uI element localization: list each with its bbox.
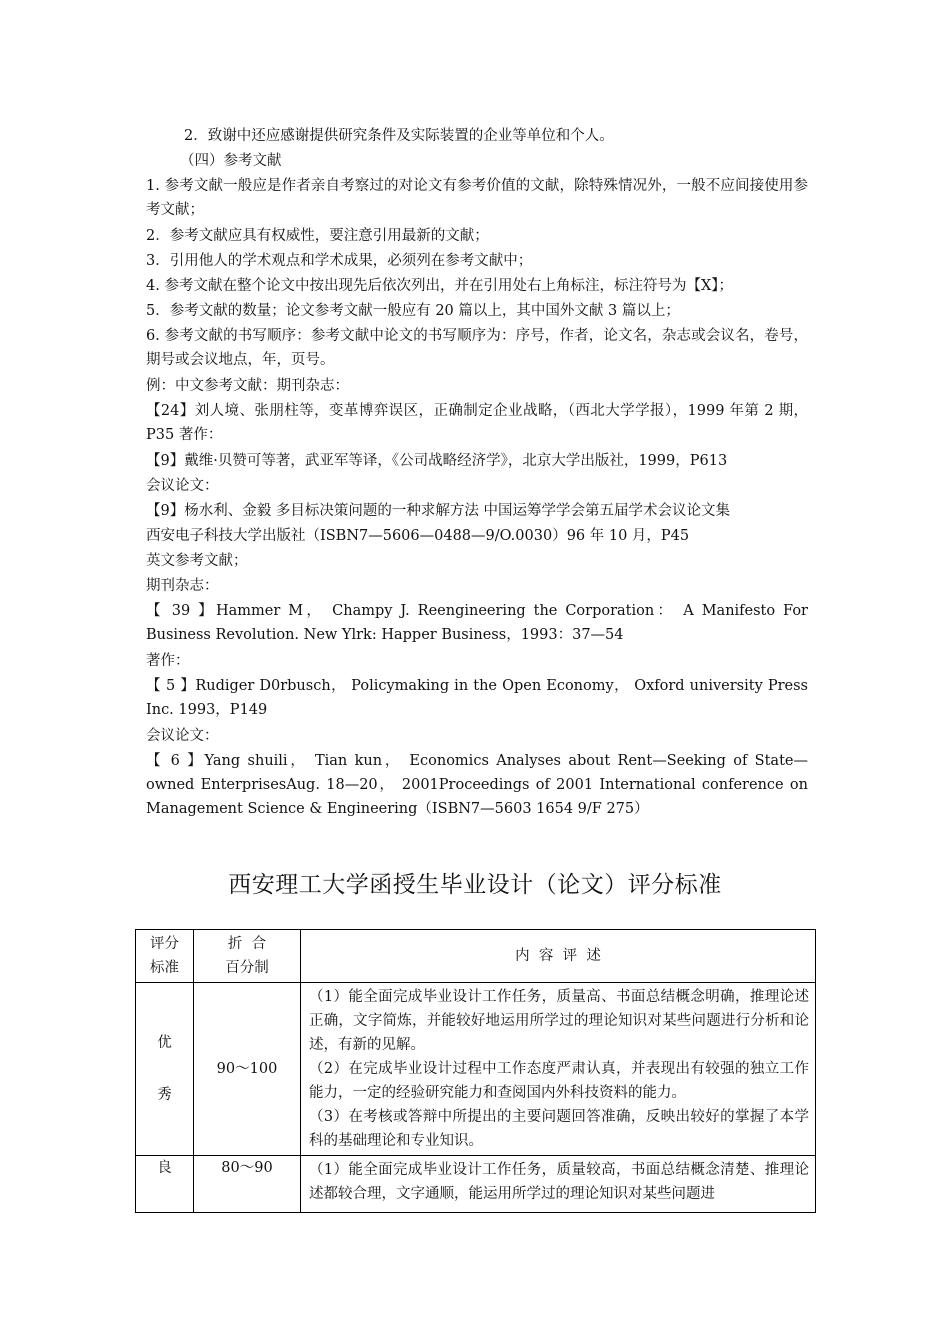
grade-good: 良 xyxy=(136,1156,194,1213)
paragraph-acknowledgement-2: 2．致谢中还应感谢提供研究条件及实际装置的企业等单位和个人。 xyxy=(184,128,614,144)
content-excellent xyxy=(301,983,816,1156)
example-ref-9-book: 【9】戴维·贝赞可等著，武亚军等译，《公司战略经济学》，北京大学出版社，1999，P613 xyxy=(146,453,728,469)
rubric-title: 西安理工大学函授生毕业设计（论文）评分标准 xyxy=(228,872,722,898)
label-journal: 期刊杂志： xyxy=(146,578,219,594)
header-grade-line1: 评分 xyxy=(150,936,179,952)
grading-table xyxy=(135,929,816,1213)
header-percentage-line2: 百分制 xyxy=(225,960,269,976)
table-row xyxy=(136,983,816,1156)
example-ref-6: 【 6 】Yang shuili， Tian kun， Economics Analyses about Rent—Seeking of State—owned EnterprisesAug. 18—20， 2001Proceedings of 2001 International conference on Management Science & Engineering（ISBN7—5603 1654 9/F 275） xyxy=(146,753,808,817)
section-heading-references: （四）参考文献 xyxy=(180,153,282,169)
criterion-item: （1）能全面完成毕业设计工作任务，质量较高，书面总结概念清楚、推理论述都较合理，文字通顺，能运用所学过的理论知识对某些问题进 xyxy=(309,1162,809,1202)
paragraph-ref-rule-5: 5．参考文献的数量；论文参考文献一般应有 20 篇以上，其中国外文献 3 篇以上； xyxy=(146,303,680,319)
grade-excellent xyxy=(136,983,194,1156)
example-ref-39: 【 39 】Hammer M， Champy J. Reengineering the Corporation： A Manifesto For Business Revolution. New Ylrk: Happer Business，1993：37—54 xyxy=(146,603,808,643)
paragraph-ref-rule-1: 1. 参考文献一般应是作者亲自考察过的对论文有参考价值的文献，除特殊情况外，一般不应间接使用参考文献； xyxy=(146,178,808,218)
score-excellent: 90～100 xyxy=(194,983,301,1156)
label-conference-paper: 会议论文： xyxy=(146,478,219,494)
paragraph-ref-rule-6: 6. 参考文献的书写顺序：参考文献中论文的书写顺序为：序号，作者，论文名，杂志或会议名，卷号，期号或会议地点，年，页号。 xyxy=(146,328,808,368)
criterion-item: （1）能全面完成毕业设计工作任务，质量高、书面总结概念明确，推理论述正确，文字简炼，并能较好地运用所学过的理论知识对某些问题进行分析和论述，有新的见解。 xyxy=(309,989,809,1053)
criterion-item: （3）在考核或答辩中所提出的主要问题回答准确，反映出较好的掌握了本学科的基础理论和专业知识。 xyxy=(309,1109,809,1149)
header-percentage xyxy=(194,930,301,983)
label-english-refs: 英文参考文献； xyxy=(146,553,248,569)
header-grade-line2: 标准 xyxy=(150,960,179,976)
header-percentage-line1: 折 合 xyxy=(227,936,267,952)
example-ref-9-conf: 【9】杨水利、金毅 多目标决策问题的一种求解方法 中国运筹学学会第五届学术会议论文集 xyxy=(146,503,730,519)
table-row xyxy=(136,1156,816,1213)
label-conference-paper-en: 会议论文： xyxy=(146,728,219,744)
grade-excellent-char1: 优 xyxy=(157,1035,172,1051)
label-book: 著作： xyxy=(146,653,190,669)
table-header-row xyxy=(136,930,816,983)
paragraph-ref-rule-2: 2．参考文献应具有权威性，要注意引用最新的文献； xyxy=(146,228,489,244)
content-good xyxy=(301,1156,816,1213)
header-grade-standard xyxy=(136,930,194,983)
example-heading-chinese: 例：中文参考文献：期刊杂志： xyxy=(146,378,349,394)
criterion-item: （2）在完成毕业设计过程中工作态度严肃认真，并表现出有较强的独立工作能力，一定的经验研究能力和查阅国内外科技资料的能力。 xyxy=(309,1061,809,1101)
header-content: 内 容 评 述 xyxy=(301,930,816,983)
example-ref-24: 【24】刘人境、张朋柱等，变革博弈误区，正确制定企业战略，（西北大学学报），1999 年第 2 期，P35 著作： xyxy=(146,403,808,443)
example-ref-5: 【 5 】Rudiger D0rbusch， Policymaking in the Open Economy， Oxford university Press Inc. 1993，P149 xyxy=(146,678,808,718)
paragraph-ref-rule-4: 4. 参考文献在整个论文中按出现先后依次列出，并在引用处右上角标注，标注符号为【X】； xyxy=(146,278,734,294)
score-good: 80～90 xyxy=(194,1156,301,1213)
example-ref-9-conf-publisher: 西安电子科技大学出版社（ISBN7—5606—0488—9/O.0030）96 年 10 月，P45 xyxy=(146,528,690,544)
grade-excellent-char2: 秀 xyxy=(157,1087,172,1103)
paragraph-ref-rule-3: 3．引用他人的学术观点和学术成果，必须列在参考文献中； xyxy=(146,253,533,269)
